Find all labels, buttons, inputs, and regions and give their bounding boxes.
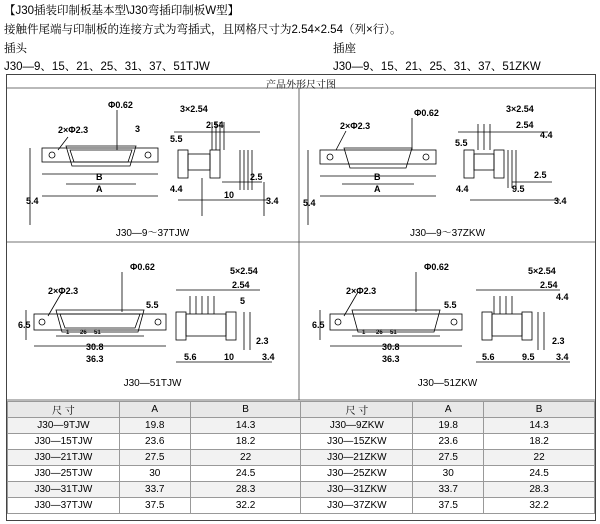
table-cell: J30—31TJW	[8, 482, 120, 498]
table-cell: 18.2	[190, 434, 301, 450]
p2-d3: 3×2.54	[506, 104, 534, 114]
figure-title: 产品外形尺寸图	[266, 80, 336, 91]
table-cell: 33.7	[119, 482, 190, 498]
table-cell: J30—9ZKW	[301, 418, 413, 434]
p3-d9: 6.5	[18, 320, 31, 330]
p2-d8: A	[374, 184, 381, 194]
panel-3-caption: J30—51TJW	[123, 378, 182, 389]
p1-d6: 5.5	[170, 134, 183, 144]
table-row	[8, 450, 595, 466]
table-row	[8, 482, 595, 498]
p2-d11: 2.5	[534, 170, 547, 180]
p3-d7: 30.8	[86, 342, 104, 352]
header-cell: A	[119, 402, 190, 418]
p3-pin-26: 26	[80, 330, 87, 336]
p2-d2: Φ0.62	[414, 108, 439, 118]
table-cell: 30	[413, 466, 484, 482]
table-cell: 32.2	[484, 498, 595, 514]
p1-d8: A	[96, 184, 103, 194]
p3-d6: 5	[240, 296, 246, 306]
table-row	[8, 466, 595, 482]
p4-d1: 2×Φ2.3	[346, 286, 377, 296]
p4-d9: 6.5	[312, 320, 325, 330]
p2-d9: 5.4	[303, 198, 316, 208]
table-cell: 37.5	[119, 498, 190, 514]
p2-d5: 4.4	[540, 130, 553, 140]
table-cell: J30—15TJW	[8, 434, 120, 450]
dimension-table	[7, 401, 595, 514]
description-text: 接触件尾端与印制板的连接方式为弯插式，且网格尺寸为2.54×2.54（列×行）。	[4, 24, 402, 36]
table-cell: 24.5	[484, 466, 595, 482]
p3-pin-1: 1	[66, 330, 70, 336]
panel-4-caption: J30—51ZKW	[417, 378, 478, 389]
socket-label: 插座	[333, 43, 356, 55]
table-cell: J30—25ZKW	[301, 466, 413, 482]
table-cell: 23.6	[119, 434, 190, 450]
p1-d1: 2×Φ2.3	[58, 125, 89, 135]
p2-d12: 9.5	[512, 184, 525, 194]
p4-d3: 5×2.54	[528, 266, 556, 276]
p1-d11: 2.5	[250, 172, 263, 182]
table-cell: 18.2	[484, 434, 595, 450]
table-cell: 22	[190, 450, 301, 466]
p2-d7: B	[374, 172, 381, 182]
table-cell: 28.3	[190, 482, 301, 498]
p3-d10: 5.6	[184, 352, 197, 362]
table-cell: 14.3	[190, 418, 301, 434]
p2-d4: 2.54	[516, 120, 534, 130]
header-cell: 尺 寸	[301, 402, 413, 418]
table-cell: J30—37ZKW	[301, 498, 413, 514]
p4-d6: 4.4	[556, 292, 569, 302]
table-row	[8, 498, 595, 514]
p4-d13: 3.4	[556, 352, 569, 362]
p3-d3: 5×2.54	[230, 266, 258, 276]
table-cell: 22	[484, 450, 595, 466]
p3-pin-51: 51	[94, 330, 101, 336]
p1-d10: 4.4	[170, 184, 183, 194]
p4-pin-26: 26	[376, 330, 383, 336]
p4-d2: Φ0.62	[424, 262, 449, 272]
plug-series-text: J30—9、15、21、25、31、37、51TJW	[4, 61, 210, 73]
p3-d1: 2×Φ2.3	[48, 286, 79, 296]
p4-pin-51: 51	[390, 330, 397, 336]
table-header-row	[8, 402, 595, 418]
table-row	[8, 434, 595, 450]
p1-d2: Φ0.62	[108, 100, 133, 110]
p1-d4: 2.54	[206, 120, 224, 130]
p2-d6: 5.5	[455, 138, 468, 148]
p3-d11: 2.3	[256, 336, 269, 346]
header-cell: B	[190, 402, 301, 418]
p1-d7: B	[96, 172, 103, 182]
p3-d2: Φ0.62	[130, 262, 155, 272]
header-cell: B	[484, 402, 595, 418]
p4-d12: 9.5	[522, 352, 535, 362]
p1-d12: 10	[224, 190, 235, 200]
table-cell: 33.7	[413, 482, 484, 498]
p3-d12: 10	[224, 352, 235, 362]
socket-series-text: J30—9、15、21、25、31、37、51ZKW	[333, 61, 541, 73]
page-title: 【J30插装印制板基本型\J30弯插印制板W型】	[4, 5, 240, 17]
table-cell: J30—25TJW	[8, 466, 120, 482]
p3-d5: 5.5	[146, 300, 159, 310]
panel-2-caption: J30—9～37ZKW	[409, 228, 486, 239]
table-cell: J30—37TJW	[8, 498, 120, 514]
p4-d7: 30.8	[382, 342, 400, 352]
p4-d4: 2.54	[540, 280, 558, 290]
p3-d8: 36.3	[86, 354, 104, 364]
table-cell: 23.6	[413, 434, 484, 450]
p1-d3: 3×2.54	[180, 104, 208, 114]
header-cell: 尺 寸	[8, 402, 120, 418]
p1-d5: 3	[135, 124, 141, 134]
p3-d4: 2.54	[232, 280, 250, 290]
p4-d10: 5.6	[482, 352, 495, 362]
table-cell: J30—21ZKW	[301, 450, 413, 466]
table-cell: 24.5	[190, 466, 301, 482]
p3-d13: 3.4	[262, 352, 275, 362]
p4-d8: 36.3	[382, 354, 400, 364]
table-cell: 37.5	[413, 498, 484, 514]
table-cell: 28.3	[484, 482, 595, 498]
table-cell: 32.2	[190, 498, 301, 514]
table-cell: 27.5	[119, 450, 190, 466]
p4-pin-1: 1	[362, 330, 366, 336]
table-cell: J30—21TJW	[8, 450, 120, 466]
p2-d13: 3.4	[554, 196, 567, 206]
p2-d10: 4.4	[456, 184, 469, 194]
table-cell: 30	[119, 466, 190, 482]
panel-1-caption: J30—9～37TJW	[115, 228, 190, 239]
table-cell: J30—9TJW	[8, 418, 120, 434]
table-cell: J30—15ZKW	[301, 434, 413, 450]
panel-2-drawing	[308, 118, 560, 225]
plug-label: 插头	[4, 43, 27, 55]
p2-d1: 2×Φ2.3	[340, 121, 371, 131]
p4-d11: 2.3	[552, 336, 565, 346]
table-cell: 27.5	[413, 450, 484, 466]
table-row	[8, 418, 595, 434]
p1-d13: 3.4	[266, 196, 279, 206]
table-cell: J30—31ZKW	[301, 482, 413, 498]
p4-d5: 5.5	[444, 300, 457, 310]
p1-d9: 5.4	[26, 196, 39, 206]
table-cell: 19.8	[119, 418, 190, 434]
header-cell: A	[413, 402, 484, 418]
table-cell: 19.8	[413, 418, 484, 434]
table-cell: 14.3	[484, 418, 595, 434]
